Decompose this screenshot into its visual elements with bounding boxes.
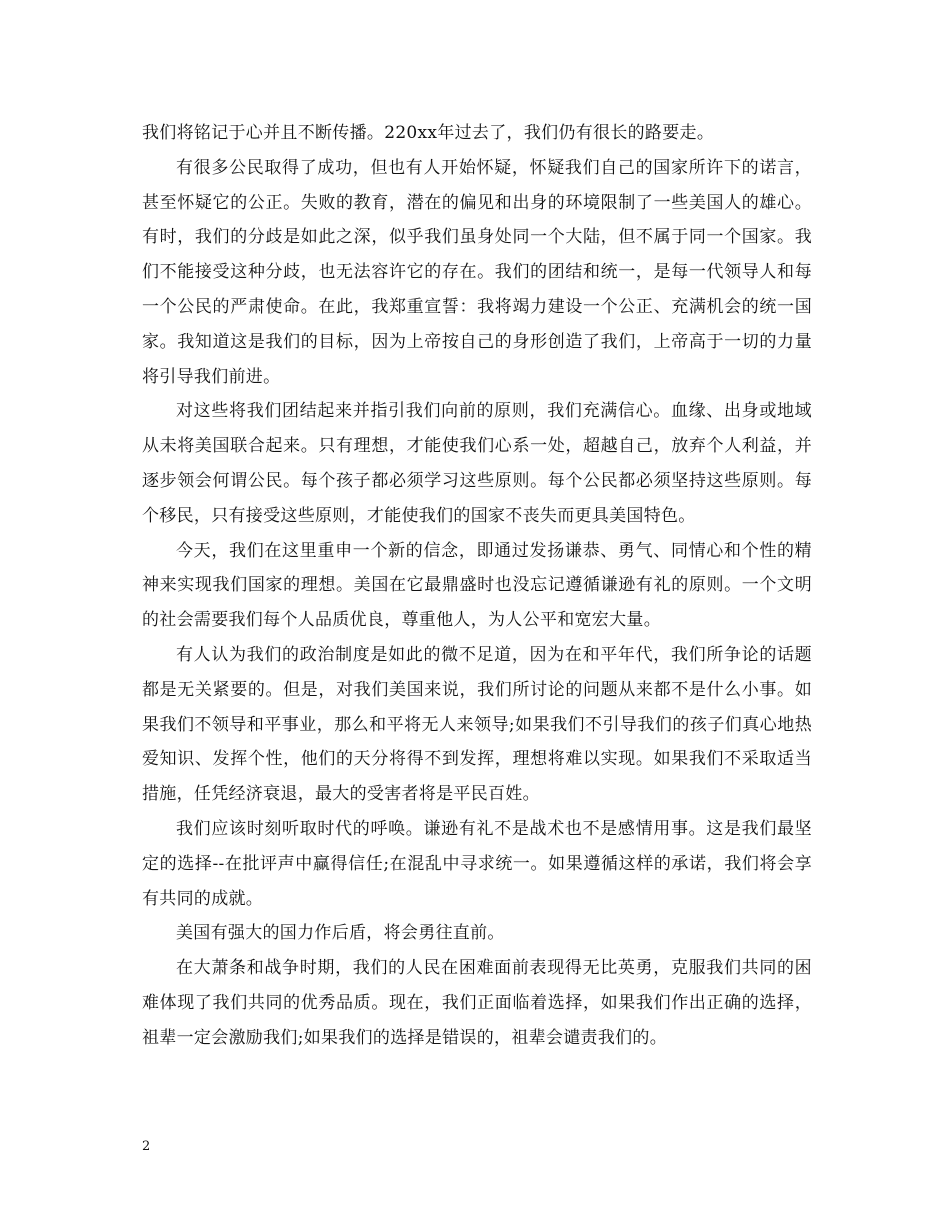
paragraph: 对这些将我们团结起来并指引我们向前的原则，我们充满信心。血缘、出身或地域从未将美国联合起来。只有理想，才能使我们心系一处，超越自己，放弃个人利益，并逐步领会何谓公民。每个孩子都必须学习这些原则。每个公民都必须坚持这些原则。每个移民，只有接受这些原则，才能使我们的国家不丧失而更具美国特色。 — [142, 401, 812, 526]
paragraph: 美国有强大的国力作后盾，将会勇往直前。 — [176, 923, 505, 944]
document-body — [142, 116, 812, 1056]
paragraph: 我们应该时刻听取时代的呼唤。谦逊有礼不是战术也不是感情用事。这是我们最坚定的选择--在批评声中赢得信任;在混乱中寻求统一。如果遵循这样的承诺，我们将会享有共同的成就。 — [142, 818, 812, 909]
paragraph: 在大萧条和战争时期，我们的人民在困难面前表现得无比英勇，克服我们共同的困难体现了我们共同的优秀品质。现在，我们正面临着选择，如果我们作出正确的选择，祖辈一定会激励我们;如果我们的选择是错误的，祖辈会谴责我们的。 — [142, 958, 812, 1048]
paragraph: 有人认为我们的政治制度是如此的微不足道，因为在和平年代，我们所争论的话题都是无关紧要的。但是，对我们美国来说，我们所讨论的问题从来都不是什么小事。如果我们不领导和平事业，那么和平将无人来领导;如果我们不引导我们的孩子们真心地热爱知识、发挥个性，他们的天分将得不到发挥，理想将难以实现。如果我们不采取适当措施，任凭经济衰退，最大的受害者将是平民百姓。 — [142, 644, 812, 805]
paragraph: 我们将铭记于心并且不断传播。220xx年过去了，我们仍有很长的路要走。 — [142, 123, 715, 143]
paragraph: 今天，我们在这里重申一个新的信念，即通过发扬谦恭、勇气、同情心和个性的精神来实现我们国家的理想。美国在它最鼎盛时也没忘记遵循谦逊有礼的原则。一个文明的社会需要我们每个人品质优良，尊重他人，为人公平和宽宏大量。 — [142, 540, 812, 631]
page-number: 2 — [142, 1139, 151, 1154]
paragraph: 有很多公民取得了成功，但也有人开始怀疑，怀疑我们自己的国家所许下的诺言，甚至怀疑它的公正。失败的教育，潜在的偏见和出身的环境限制了一些美国人的雄心。有时，我们的分歧是如此之深，似乎我们虽身处同一个大陆，但不属于同一个国家。我们不能接受这种分歧，也无法容许它的存在。我们的团结和统一，是每一代领导人和每一个公民的严肃使命。在此，我郑重宣誓：我将竭力建设一个公正、充满机会的统一国家。我知道这是我们的目标，因为上帝按自己的身形创造了我们，上帝高于一切的力量将引导我们前进。 — [142, 157, 812, 387]
